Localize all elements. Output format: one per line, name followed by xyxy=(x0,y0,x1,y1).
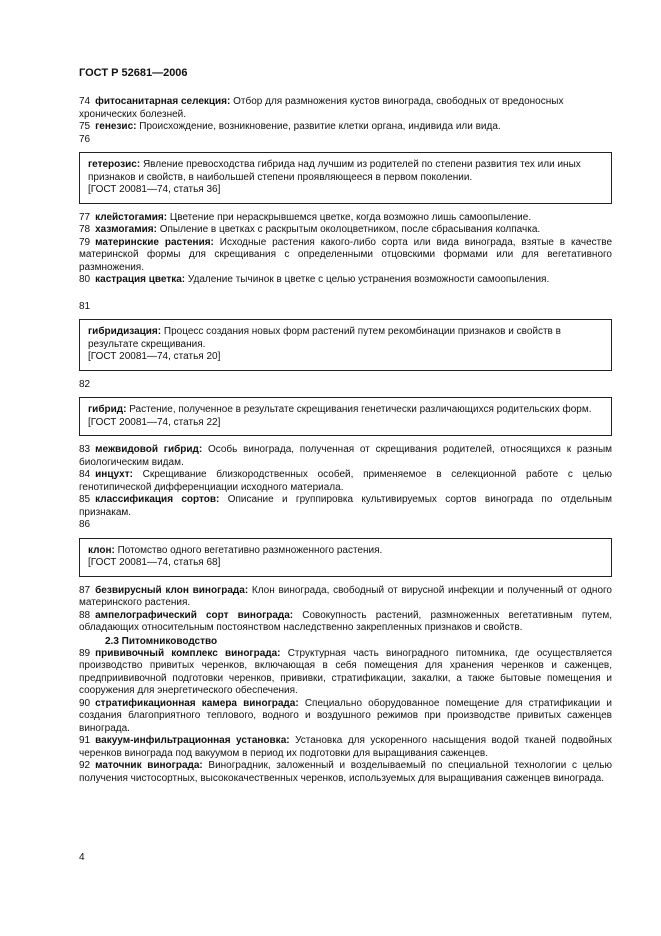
entry-definition: Клон винограда, свободный от вирусной инфекции и полученный от одного материнского растения. xyxy=(79,584,612,608)
entry-number: 74 xyxy=(79,96,91,107)
entry-term: вакуум-инфильтрационная установка: xyxy=(95,735,290,746)
entry-term: материнские растения: xyxy=(95,236,214,248)
entry-number: 79 xyxy=(79,236,91,248)
definition-box-81 xyxy=(79,319,612,371)
entry-number: 75 xyxy=(79,121,91,132)
entry-definition: Особь винограда, полученная от скрещивания родителей, относящихся к разным биологическим видам. xyxy=(79,444,613,468)
entry-92 xyxy=(79,760,612,785)
entry-term: межвидовой гибрид: xyxy=(95,444,203,455)
entry-75 xyxy=(79,121,612,134)
entry-term: ампелографический сорт винограда: xyxy=(95,609,294,621)
entry-definition: Растение, полученное в результате скрещивания генетически различающихся родительских форм. xyxy=(129,404,592,415)
entry-definition: Потомство одного вегетативно размноженного растения. xyxy=(117,544,383,556)
entry-term: гетерозис: xyxy=(88,159,141,170)
entry-74 xyxy=(79,96,612,121)
entry-81-number: 81 xyxy=(79,300,91,312)
entry-definition: Совокупность растений, размноженных вегетативным путем, обладающих относительным постоянством наследственно закрепленных признаков и свойств. xyxy=(79,609,612,633)
entry-definition: Отбор для размножения кустов винограда, свободных от вредоносных хронических болезней. xyxy=(79,96,564,120)
entry-number: 88 xyxy=(79,609,91,621)
entry-number: 89 xyxy=(79,647,91,659)
source-reference: [ГОСТ 20081—74, статья 20] xyxy=(88,351,221,362)
entry-definition: Структурная часть виноградного питомника, где осуществляется производство привитых черенков, включающая в себя помещения для хранения черенков и саженцев, предприививочной подготовки черенков, прививки, стратификации, закалки, а также бытовые помещения и сооружения для энергетического обеспечения. xyxy=(79,647,613,696)
entry-79 xyxy=(79,237,612,275)
entry-number: 85 xyxy=(79,494,91,505)
entry-term: генезис: xyxy=(95,121,137,132)
entry-number: 78 xyxy=(79,224,91,235)
entry-term: маточник винограда: xyxy=(95,760,203,771)
entry-83 xyxy=(79,444,612,469)
entry-89 xyxy=(79,648,612,698)
entry-definition: Исходные растения какого-либо сорта или вида винограда, взятые в качестве материнской формы для скрещивания с определенными отцовскими формами или для вегетативного размножения. xyxy=(79,236,613,273)
entry-term: клон: xyxy=(88,544,115,556)
entry-number: 77 xyxy=(79,211,91,223)
entry-term: классификация сортов: xyxy=(95,494,220,505)
entry-definition: Виноградник, заложенный и возделываемый по специальной технологии с целью получения чистосортных, высококачественных черенков, используемых для выращивания саженцев винограда. xyxy=(79,760,613,784)
entry-definition: Процесс создания новых форм растений путем рекомбинации признаков и свойств в результате скрещивания. xyxy=(88,326,561,350)
entry-77 xyxy=(79,212,612,225)
entry-number: 92 xyxy=(79,760,91,771)
entry-number: 84 xyxy=(79,469,91,480)
entry-term: фитосанитарная селекция: xyxy=(95,96,231,107)
entry-78 xyxy=(79,224,612,237)
definition-box-82 xyxy=(79,397,612,436)
source-reference: [ГОСТ 20081—74, статья 22] xyxy=(88,416,221,428)
entry-76-number: 76 xyxy=(79,133,91,145)
entry-number: 87 xyxy=(79,584,91,596)
entry-number: 91 xyxy=(79,735,91,746)
document-body xyxy=(79,96,612,785)
entry-82-number: 82 xyxy=(79,378,91,390)
entry-definition: Установка для ускоренного насыщения водой тканей подвойных черенков винограда под вакуумом в период их подготовки для выращивания саженцев. xyxy=(79,735,613,759)
entry-term: безвирусный клон винограда: xyxy=(95,584,249,596)
page-number: 4 xyxy=(79,852,85,863)
entry-definition: Явление превосходства гибрида над лучшим из родителей по степени развития тех или иных признаков и свойств, в наибольшей степени проявляющееся в первом поколении. xyxy=(88,159,581,183)
entry-definition: Специально оборудованное помещение для стратификации и создания благоприятного теплового, водного и воздушного режимов при производстве привитых саженцев винограда. xyxy=(79,697,612,734)
entry-80 xyxy=(79,274,612,287)
source-reference: [ГОСТ 20081—74, статья 68] xyxy=(88,557,221,568)
entry-term: кастрация цветка: xyxy=(95,274,186,285)
definition-box-86 xyxy=(79,538,612,577)
entry-definition: Опыление в цветках с раскрытым околоцветником, после сбрасывания колпачка. xyxy=(159,224,541,235)
entry-definition: Скрещивание близкородственных особей, применяемое в селекционной работе с целью генотипической дифференциации исходного материала. xyxy=(79,469,612,493)
entry-91 xyxy=(79,735,612,760)
entry-84 xyxy=(79,469,612,494)
entry-87 xyxy=(79,585,612,610)
entry-number: 83 xyxy=(79,444,91,455)
entry-term: клейстогамия: xyxy=(95,211,168,223)
entry-definition: Происхождение, возникновение, развитие клетки органа, индивида или вида. xyxy=(139,121,501,132)
subsection-heading: 2.3 Питомниководство xyxy=(105,635,218,647)
entry-term: прививочный комплекс винограда: xyxy=(95,647,281,659)
entry-term: гибридизация: xyxy=(88,326,162,337)
entry-88 xyxy=(79,610,612,635)
source-reference: [ГОСТ 20081—74, статья 36] xyxy=(88,184,221,195)
entry-number: 90 xyxy=(79,697,91,709)
document-header: ГОСТ Р 52681—2006 xyxy=(79,67,188,79)
entry-definition: Цветение при нераскрывшемся цветке, когда возможно лишь самоопыление. xyxy=(169,211,532,223)
entry-term: инцухт: xyxy=(95,469,133,480)
entry-term: стратификационная камера винограда: xyxy=(95,697,299,709)
entry-number: 80 xyxy=(79,274,91,285)
entry-term: хазмогамия: xyxy=(95,224,157,235)
entry-90 xyxy=(79,698,612,736)
entry-definition: Удаление тычинок в цветке с целью устранения возможности самоопыления. xyxy=(187,274,550,285)
entry-85 xyxy=(79,494,612,519)
definition-box-76 xyxy=(79,152,612,204)
entry-definition: Описание и группировка культивируемых сортов винограда по отдельным признакам. xyxy=(79,494,612,518)
entry-term: гибрид: xyxy=(88,404,127,415)
entry-86-number: 86 xyxy=(79,519,91,530)
